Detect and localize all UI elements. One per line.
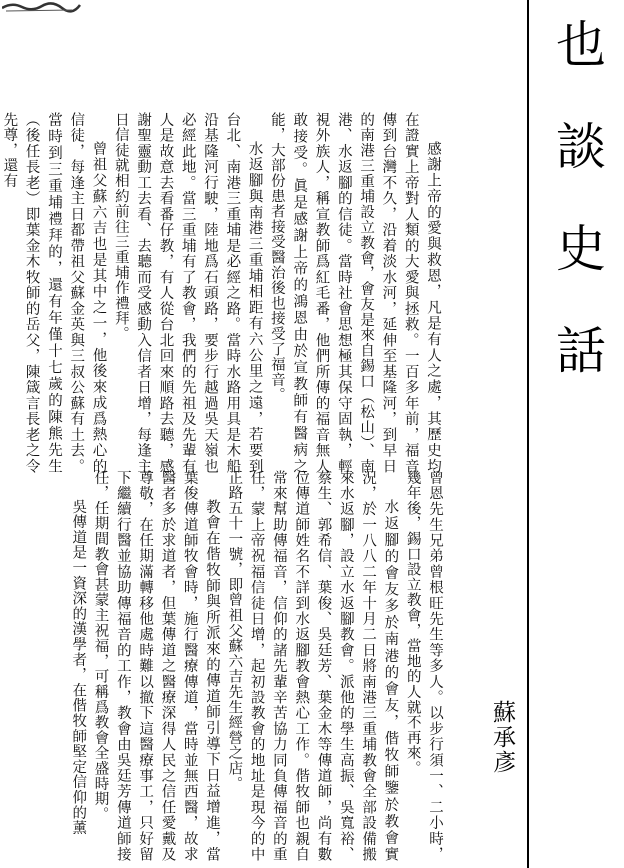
column-divider (527, 0, 529, 868)
title-char: 史 (556, 220, 606, 278)
paragraph: 曾恩先生兄弟曾根旺先生等多人。以步行須一、二小時，幾年後，錫口設立教會，當地的人就不再來。 (404, 470, 443, 862)
paragraph: 水返腳的會友多於南港的會友，偕牧師鑒於教會實況，於一八八二年十月二日將南港三重埔教會全部設備搬來水返腳，設立水返腳教會。派他的學生高振、吳寬裕、蔡生、郭希信、葉俊、吳廷芳、葉金木等傳道師，尚有數位傳道師姓名不詳到水返腳教會熱心工作。偕牧師也親自常來幫助傳福音，信仰的諸先輩辛苦協力同負傳福音的重任，蒙上帝祝福信徒日增，起初設教會的地址是現今的中正路五十一號，即曾祖父蘇六吉先生經營之店。 (226, 470, 399, 862)
paragraph: 感謝上帝的愛與救恩，凡是有人之處，其歷史均在證實上帝對人類的大愛與拯救。一百多年前，福音傳到台灣不久，沿着淡水河，延伸至基隆河，到早日的南港三重埔設立教會，會友是來自錫口（松山）、南港、水返腳的信徒。當時社會思想極其保守固執，輕視外族人，稱宣教師爲紅毛番，他們所傳的福音無人敢接受。眞是感謝上帝的鴻恩由於宣教師有醫病之能，大部份患者接受醫治後也接受了福音。 (268, 112, 441, 474)
article-title (555, 16, 607, 460)
title-char: 也 (556, 16, 606, 74)
paragraph: 吳傳道是一資深的漢學者，在偕牧師堅定信仰的薰 (70, 499, 87, 836)
author-name: 蘇承彥 (489, 700, 515, 775)
title-char: 話 (556, 322, 606, 380)
paragraph: 教會在偕牧師與所派來的傳道師引導下日益增進，當葉俊傳道師牧會時，施行醫療傳道，當時並無西醫，故求醫者多於求道者，但葉傳道之醫療深得人民之信任愛戴及尊敬，在任期滿轉移他處時難以撤下這醫療事工，只好留下繼續行醫並協助傳福音的工作，教會由吳廷芳傳道師接任，任期間教會甚蒙主祝福，可稱爲教會全盛時期。 (92, 470, 221, 862)
article-body-top (1, 112, 444, 474)
paragraph: 曾祖父蘇六吉也是其中之一，他後來成爲熱心的信徒，每逢主日都帶祖父蘇金英與三叔公蘇有土去。當時到三重埔禮拜的，還有年僅十七歲的陳熊先生（後任長老）即葉金木牧師的岳父，陳箴言長老之令先尊，還有 (1, 112, 107, 474)
scan-artifact (2, 0, 82, 14)
title-char: 談 (556, 118, 606, 176)
paragraph: 水返腳與南港三重埔相距有六公里之遠，若要到台北、南港三重埔是必經之路。當時水路用具是木船沿基隆河行駛，陸地爲石頭路，要步行越過吳天嶺也必經此地。當三重埔有了教會，我們的先祖及先輩有人是故意去看番仔教，有人從台北回來順路去聽，感謝聖靈動工去看、去聽而受感動入信者日增，每逢主日信徒就相約前往三重埔作禮拜。 (112, 112, 263, 474)
article-body-bottom (6, 470, 446, 862)
